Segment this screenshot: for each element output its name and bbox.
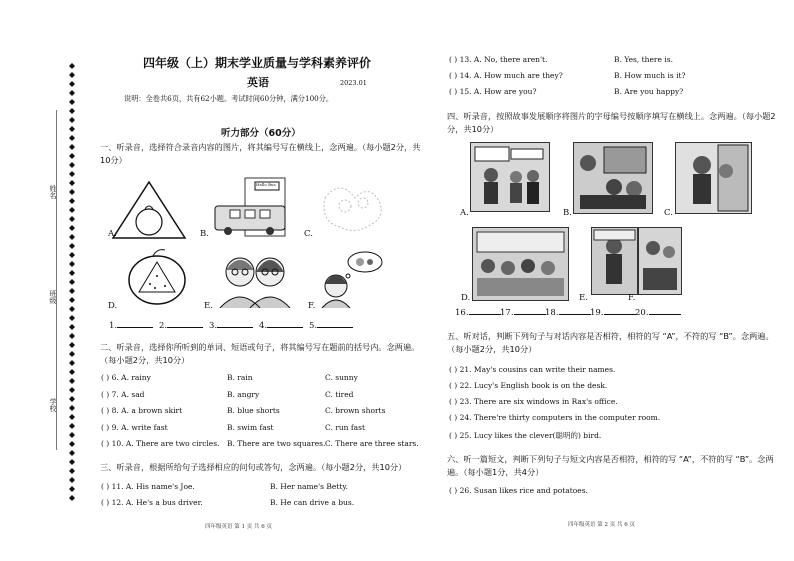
footer-left: 四年级英语 第 1 页 共 6 页 (205, 524, 272, 530)
sec6-instruction: 六、听一篇短文，判断下列句子与短文内容是否相符，相符的写 “A”，不符的写 “B”。念两遍。（每小题1分，共4分） (447, 454, 774, 477)
diamond-mark (69, 207, 75, 213)
diamond-mark (69, 495, 75, 501)
pic-c (315, 178, 385, 233)
diamond-mark (69, 90, 75, 96)
story-pic-b-label: B. (563, 208, 572, 218)
diamond-mark (69, 63, 75, 69)
sec2-instruction: 二、听录音，选择你所听到的单词、短语或句子，将其编号写在题前的括号内。念两遍。（每小题2分，共10分） (100, 342, 420, 365)
sec2-row-b: B. blue shorts (227, 406, 280, 415)
diamond-mark (69, 387, 75, 393)
sec2-row: ( ) 8. A. a brown skirt (101, 406, 183, 415)
answer-blank-16[interactable]: 16. (455, 308, 501, 318)
exam-date: 2023.01 (340, 79, 367, 87)
sec3-row-b: B. Her name's Betty. (270, 482, 348, 491)
sec2-row-c: C. sunny (325, 373, 358, 382)
story-pic-a (470, 142, 550, 212)
faded-sketch-image (315, 178, 385, 233)
diamond-mark (69, 153, 75, 159)
story-scene-d-image (473, 228, 568, 300)
answer-blank-4[interactable]: 4. (259, 321, 303, 331)
story-pic-b (573, 142, 653, 214)
sec2-row-c: C. There are three stars. (325, 439, 419, 448)
orange-image (125, 248, 190, 306)
diamond-mark (69, 81, 75, 87)
diamond-mark (69, 306, 75, 312)
exam-note: 说明：全卷共6页，共有62小题。考试时间60分钟，满分100分。 (124, 94, 334, 103)
pic-c-label: C. (304, 229, 313, 239)
diamond-mark (69, 144, 75, 150)
story-pic-c (675, 142, 752, 214)
story-scene-c-image (676, 143, 751, 213)
story-pic-e-label: E. (579, 293, 588, 303)
diamond-mark (69, 225, 75, 231)
sec2-row-b: B. angry (227, 390, 260, 399)
story-scene-f-image (639, 228, 681, 294)
sec5-row: ( ) 24. There're thirty computers in the computer room. (449, 413, 661, 422)
sec2-row: ( ) 10. A. There are two circles. (101, 439, 220, 448)
sec2-row-c: C. tired (325, 390, 354, 399)
diamond-mark (69, 99, 75, 105)
sidebar-field-name: 姓名 (49, 185, 57, 199)
sec5-row: ( ) 22. Lucy's English book is on the desk. (449, 381, 608, 390)
story-pic-d-label: D. (461, 293, 471, 303)
footer-right: 四年级英语 第 2 页 共 6 页 (568, 522, 635, 528)
sec2-row-b: B. rain (227, 373, 253, 382)
pic-b-label: B. (200, 229, 209, 239)
diamond-mark (69, 486, 75, 492)
sec2-row: ( ) 7. A. sad (101, 390, 145, 399)
diamond-mark (69, 441, 75, 447)
pic-f (320, 250, 385, 308)
diamond-mark (69, 180, 75, 186)
diamond-mark (69, 342, 75, 348)
diamond-mark (69, 234, 75, 240)
diamond-mark (69, 324, 75, 330)
sec5-row: ( ) 25. Lucy likes the clever(聪明的) bird. (449, 431, 602, 440)
pic-e-label: E. (204, 301, 213, 311)
answer-blank-19[interactable]: 19. (590, 308, 636, 318)
story-pic-e (591, 227, 638, 295)
bus-sign-text: Hello Bus (256, 182, 276, 187)
story-pic-a-label: A. (460, 208, 469, 218)
diamond-mark (69, 117, 75, 123)
binding-diamonds (66, 62, 78, 502)
triangle-orange-image (112, 180, 187, 240)
diamond-mark (69, 108, 75, 114)
binding-strip (66, 62, 78, 502)
diamond-mark (69, 369, 75, 375)
pic-b (210, 176, 290, 238)
story-pic-f-label: F. (628, 293, 636, 303)
sec3-row: ( ) 14. A. How much are they? (449, 71, 563, 80)
sec6-row: ( ) 26. Susan likes rice and potatoes. (449, 486, 588, 495)
answer-blank-17[interactable]: 17. (500, 308, 546, 318)
diamond-mark (69, 297, 75, 303)
girl-thinking-image (320, 250, 385, 308)
pic-d (125, 248, 190, 306)
pic-a-label: A. (108, 229, 117, 239)
diamond-mark (69, 171, 75, 177)
sidebar-field-class: 班级 (49, 290, 57, 304)
diamond-mark (69, 126, 75, 132)
sec2-row-b: B. There are two squares. (227, 439, 326, 448)
diamond-mark (69, 198, 75, 204)
answer-blank-1[interactable]: 1. (109, 321, 153, 331)
diamond-mark (69, 360, 75, 366)
diamond-mark (69, 135, 75, 141)
pic-d-label: D. (108, 301, 118, 311)
diamond-mark (69, 189, 75, 195)
sec3-row: ( ) 13. A. No, there aren't. (449, 55, 548, 64)
page-title: 四年级（上）期末学业质量与学科素养评价 (143, 56, 372, 70)
grandparents-image (215, 250, 295, 308)
listening-title: 听力部分（60分） (221, 128, 301, 139)
answer-blank-3[interactable]: 3. (209, 321, 253, 331)
story-scene-a-image (471, 143, 549, 211)
diamond-mark (69, 243, 75, 249)
story-scene-e-image (592, 228, 637, 294)
story-pic-d (472, 227, 569, 301)
sec3-row-b: B. He can drive a bus. (270, 498, 355, 507)
diamond-mark (69, 414, 75, 420)
sec2-row-c: C. brown shorts (325, 406, 386, 415)
diamond-mark (69, 423, 75, 429)
diamond-mark (69, 252, 75, 258)
diamond-mark (69, 396, 75, 402)
sec3-row: ( ) 11. A. His name's Joe. (101, 482, 195, 491)
diamond-mark (69, 162, 75, 168)
diamond-mark (69, 405, 75, 411)
sec2-row: ( ) 6. A. rainy (101, 373, 151, 382)
answer-blank-18[interactable]: 18. (545, 308, 591, 318)
sec1-instruction: 一、听录音，选择符合录音内容的图片，将其编号写在横线上，念两遍。（每小题2分，共10分） (100, 142, 421, 165)
answer-blank-2[interactable]: 2. (159, 321, 203, 331)
diamond-mark (69, 333, 75, 339)
diamond-mark (69, 477, 75, 483)
diamond-mark (69, 378, 75, 384)
diamond-mark (69, 261, 75, 267)
sec3-row-b: B. How much is it? (614, 71, 686, 80)
sec3-row: ( ) 15. A. How are you? (449, 87, 537, 96)
answer-blank-20[interactable]: 20. (635, 308, 681, 318)
diamond-mark (69, 288, 75, 294)
sec2-row: ( ) 9. A. write fast (101, 423, 168, 432)
diamond-mark (69, 468, 75, 474)
sec5-instruction: 五、听对话，判断下列句子与对话内容是否相符，相符的写 “A”，不符的写 “B”。念两遍。（每小题2分，共10分） (447, 331, 774, 354)
bus-stop-image (210, 176, 290, 238)
sec2-row-c: C. run fast (325, 423, 365, 432)
diamond-mark (69, 216, 75, 222)
diamond-mark (69, 270, 75, 276)
sec4-instruction: 四、听录音，按照故事发展顺序将图片的字母编号按顺序填写在横线上。念两遍。（每小题2分，共10分） (447, 111, 776, 134)
sec3-row-b: B. Yes, there is. (614, 55, 673, 64)
sec3-row: ( ) 12. A. He's a bus driver. (101, 498, 203, 507)
diamond-mark (69, 315, 75, 321)
story-scene-b-image (574, 143, 652, 213)
pic-a (112, 180, 187, 240)
diamond-mark (69, 72, 75, 78)
answer-blank-5[interactable]: 5. (309, 321, 353, 331)
subject-title: 英语 (247, 76, 269, 89)
sec5-row: ( ) 23. There are six windows in Rax's office. (449, 397, 618, 406)
pic-f-label: F. (308, 301, 316, 311)
pic-e (215, 250, 295, 308)
story-pic-f (638, 227, 682, 295)
diamond-mark (69, 351, 75, 357)
sec5-row: ( ) 21. May's cousins can write their names. (449, 365, 616, 374)
sidebar-line (56, 110, 58, 450)
sec3-row-b: B. Are you happy? (614, 87, 684, 96)
diamond-mark (69, 432, 75, 438)
diamond-mark (69, 450, 75, 456)
sec3-instruction: 三、听录音，根据所给句子选择相应的问句或答句，念两遍。（每小题2分，共10分） (100, 462, 407, 472)
diamond-mark (69, 279, 75, 285)
story-pic-c-label: C. (664, 208, 673, 218)
sidebar-field-school: 学校 (49, 398, 57, 412)
diamond-mark (69, 459, 75, 465)
sec2-row-b: B. swim fast (227, 423, 274, 432)
